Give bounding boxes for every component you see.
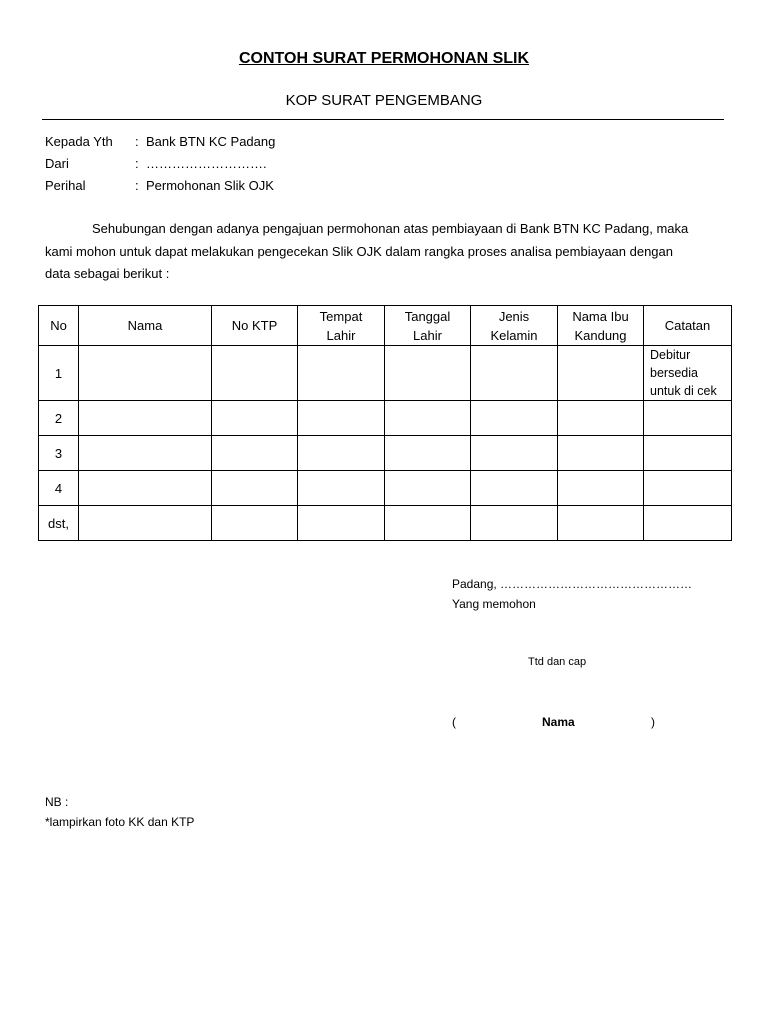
header-cell-jenis-kelamin: Jenis Kelamin	[471, 306, 558, 346]
cell-empty[interactable]	[385, 346, 471, 401]
cell-empty[interactable]	[558, 506, 644, 541]
meta-value: Bank BTN KC Padang	[146, 134, 276, 149]
cell-empty[interactable]	[298, 471, 385, 506]
header-cell-tempat-lahir: Tempat Lahir	[298, 306, 385, 346]
meta-label: Perihal	[45, 178, 86, 193]
row-number: dst,	[39, 506, 79, 541]
cell-empty[interactable]	[471, 401, 558, 436]
cell-empty[interactable]	[558, 401, 644, 436]
header-cell-nama-ibu-kandung: Nama Ibu Kandung	[558, 306, 644, 346]
table-row	[39, 346, 732, 401]
header-cell-catatan: Catatan	[644, 306, 732, 346]
meta-recipient	[45, 134, 275, 149]
cell-empty[interactable]	[212, 471, 298, 506]
document-title: CONTOH SURAT PERMOHONAN SLIK	[238, 50, 530, 67]
cell-empty[interactable]	[558, 346, 644, 401]
cell-empty[interactable]	[79, 471, 212, 506]
cell-empty[interactable]	[558, 471, 644, 506]
cell-empty[interactable]	[79, 506, 212, 541]
signature-name: Nama	[542, 715, 575, 729]
cell-empty[interactable]	[471, 506, 558, 541]
header-cell-tanggal-lahir: Tanggal Lahir	[385, 306, 471, 346]
row-number: 3	[39, 436, 79, 471]
row-number: 1	[39, 346, 79, 401]
cell-empty[interactable]	[644, 506, 732, 541]
cell-empty[interactable]	[298, 506, 385, 541]
meta-label: Kepada Yth	[45, 134, 113, 149]
cell-empty[interactable]	[644, 436, 732, 471]
table-row	[39, 506, 732, 541]
body-paragraph	[45, 218, 715, 286]
cell-empty[interactable]	[298, 346, 385, 401]
paragraph-line: Sehubungan dengan adanya pengajuan permohonan atas pembiayaan di Bank BTN KC Padang, maka	[92, 221, 689, 236]
applicant-table	[38, 305, 732, 541]
cell-empty[interactable]	[385, 471, 471, 506]
meta-colon: :	[135, 156, 139, 171]
meta-colon: :	[135, 178, 139, 193]
row-number: 2	[39, 401, 79, 436]
nb-text: *lampirkan foto KK dan KTP	[45, 815, 195, 829]
signature-close-paren: )	[651, 715, 655, 729]
cell-empty[interactable]	[471, 436, 558, 471]
header-divider	[42, 119, 724, 120]
signature-place-date: Padang, …………………………………………	[452, 577, 693, 591]
table-row	[39, 436, 732, 471]
cell-empty[interactable]	[298, 401, 385, 436]
header-cell-no-ktp: No KTP	[212, 306, 298, 346]
cell-empty[interactable]	[385, 506, 471, 541]
cell-empty[interactable]	[212, 401, 298, 436]
paragraph-line: kami mohon untuk dapat melakukan pengecekan Slik OJK dalam rangka proses analisa pembiayaan dengan	[45, 243, 673, 259]
meta-value: Permohonan Slik OJK	[146, 178, 274, 193]
meta-subject	[45, 178, 274, 193]
row-number: 4	[39, 471, 79, 506]
cell-note: Debitur bersedia untuk di cek	[644, 346, 732, 401]
table-row	[39, 471, 732, 506]
meta-label: Dari	[45, 156, 69, 171]
cell-empty[interactable]	[471, 346, 558, 401]
cell-empty[interactable]	[558, 436, 644, 471]
meta-colon: :	[135, 134, 139, 149]
cell-empty[interactable]	[212, 346, 298, 401]
meta-value: ……………………….	[146, 156, 267, 171]
cell-empty[interactable]	[385, 401, 471, 436]
nb-label: NB :	[45, 795, 69, 809]
letterhead-placeholder: KOP SURAT PENGEMBANG	[285, 92, 483, 109]
signature-open-paren: (	[452, 715, 456, 729]
cell-empty[interactable]	[298, 436, 385, 471]
cell-empty[interactable]	[79, 436, 212, 471]
table-row	[39, 401, 732, 436]
table-header-row	[39, 306, 732, 346]
cell-empty[interactable]	[471, 471, 558, 506]
signature-requester: Yang memohon	[452, 597, 536, 611]
cell-empty[interactable]	[644, 401, 732, 436]
header-cell-no: No	[39, 306, 79, 346]
header-cell-nama: Nama	[79, 306, 212, 346]
cell-empty[interactable]	[212, 506, 298, 541]
cell-empty[interactable]	[79, 401, 212, 436]
signature-stamp: Ttd dan cap	[528, 656, 587, 668]
cell-empty[interactable]	[212, 436, 298, 471]
cell-empty[interactable]	[79, 346, 212, 401]
paragraph-line: data sebagai berikut :	[45, 266, 170, 281]
cell-empty[interactable]	[385, 436, 471, 471]
cell-empty[interactable]	[644, 471, 732, 506]
meta-sender	[45, 156, 267, 171]
